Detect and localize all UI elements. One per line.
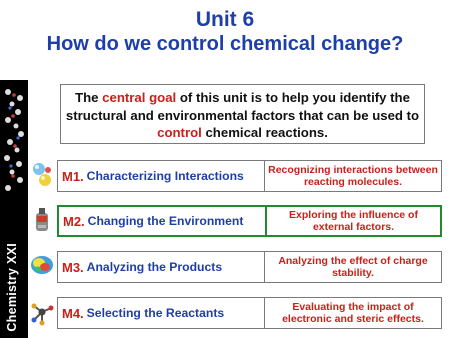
module-m1-title [58, 161, 264, 191]
sidebar-label: Chemistry XXI [5, 243, 19, 332]
module-m3-title [58, 252, 264, 282]
page-subtitle: How do we control chemical change? [46, 33, 404, 55]
module-m4-title [58, 298, 264, 328]
module-m4-label: Selecting the Reactants [86, 306, 225, 320]
sidebar [0, 80, 28, 338]
module-m4-description: Evaluating the impact of electronic and steric effects. [264, 298, 441, 328]
molecule-balls-icon [30, 160, 54, 188]
module-m1-code: M1. [62, 168, 84, 184]
module-m4[interactable] [57, 297, 442, 329]
module-m2-label: Changing the Environment [87, 214, 244, 228]
molecular-model-icon [30, 298, 54, 326]
module-m4-code: M4. [62, 305, 84, 321]
module-m1[interactable] [57, 160, 442, 192]
module-m2-description: Exploring the influence of external factors. [265, 207, 440, 235]
page-title: Unit 6 [195, 8, 255, 31]
intro-text-1: The [75, 90, 103, 105]
intro-highlight-control: control [157, 125, 202, 140]
module-m3-label: Analyzing the Products [86, 260, 223, 274]
module-m1-label: Characterizing Interactions [86, 169, 244, 183]
dna-helix-icon [2, 86, 26, 196]
module-m3[interactable] [57, 251, 442, 283]
gas-cylinder-icon [30, 205, 54, 233]
intro-text-3: chemical reactions. [201, 125, 328, 140]
module-m2-code: M2. [63, 213, 85, 229]
electron-density-icon [30, 251, 54, 279]
intro-text-2: of this unit is to help you identify the structural and environmental factors that can be used to [65, 90, 420, 123]
intro-highlight-central-goal: central goal [102, 90, 177, 105]
module-m2[interactable] [57, 205, 442, 237]
module-m3-code: M3. [62, 259, 84, 275]
module-m3-description: Analyzing the effect of charge stability. [264, 252, 441, 282]
module-m1-description: Recognizing interactions between reacting molecules. [264, 161, 441, 191]
intro-box [60, 84, 425, 144]
module-m2-title [59, 207, 265, 235]
